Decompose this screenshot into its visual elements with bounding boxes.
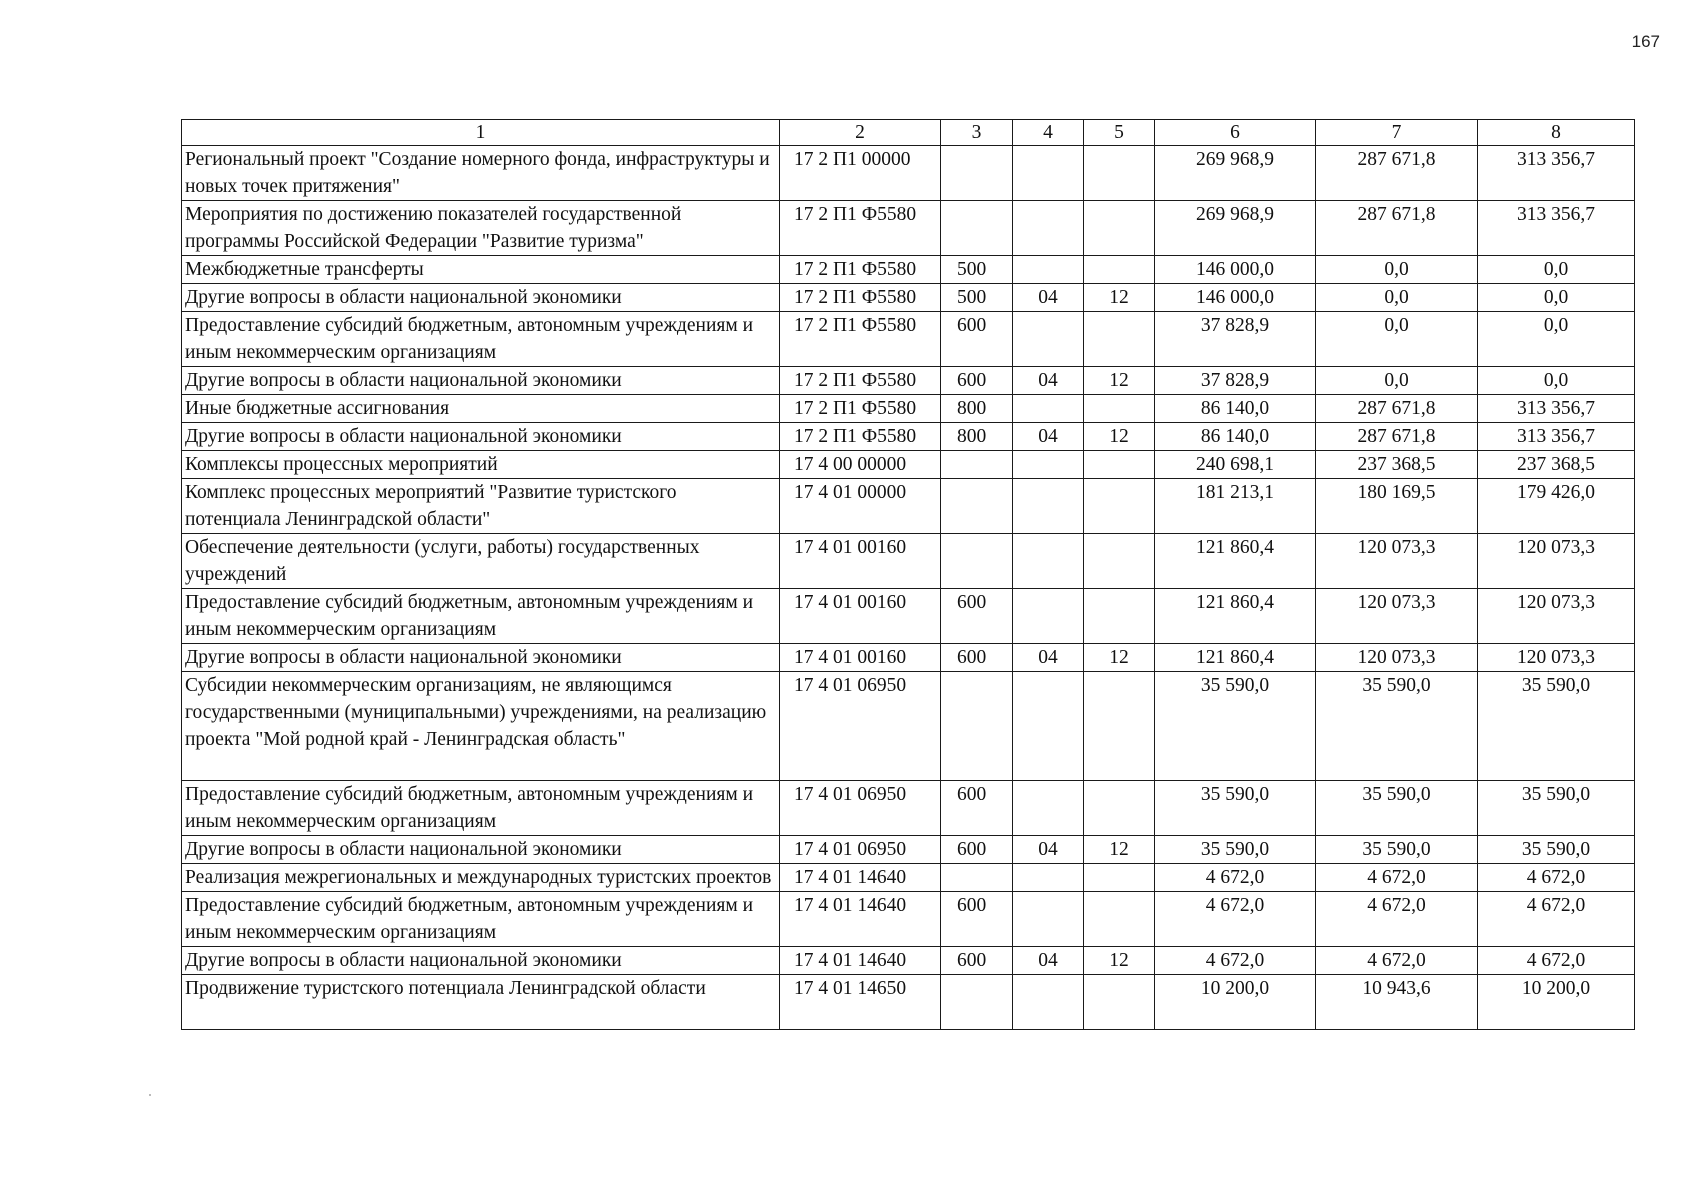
target-article-cell: 17 4 01 00160 <box>780 589 941 644</box>
amount-col8-cell: 120 073,3 <box>1478 589 1635 644</box>
scan-speck <box>149 1094 151 1096</box>
amount-col6-cell: 181 213,1 <box>1155 479 1316 534</box>
subsection-cell <box>1084 975 1155 1030</box>
subsection-cell <box>1084 256 1155 284</box>
target-article-cell: 17 2 П1 Ф5580 <box>780 201 941 256</box>
amount-col6-cell: 4 672,0 <box>1155 947 1316 975</box>
row-name-cell: Другие вопросы в области национальной экономики <box>182 423 780 451</box>
target-article-cell: 17 2 П1 Ф5580 <box>780 256 941 284</box>
table-row <box>182 423 1635 451</box>
column-header-1: 1 <box>182 120 780 146</box>
row-name-cell: Другие вопросы в области национальной экономики <box>182 284 780 312</box>
amount-col6-cell: 86 140,0 <box>1155 423 1316 451</box>
page-number: 167 <box>1631 32 1660 51</box>
expense-type-cell <box>941 479 1013 534</box>
target-article-cell: 17 4 00 00000 <box>780 451 941 479</box>
amount-col7-cell: 237 368,5 <box>1316 451 1478 479</box>
subsection-cell <box>1084 534 1155 589</box>
target-article-cell: 17 2 П1 Ф5580 <box>780 367 941 395</box>
subsection-cell <box>1084 395 1155 423</box>
target-article-cell: 17 4 01 14650 <box>780 975 941 1030</box>
target-article-cell: 17 2 П1 Ф5580 <box>780 284 941 312</box>
target-article-cell: 17 4 01 14640 <box>780 892 941 947</box>
amount-col6-cell: 146 000,0 <box>1155 256 1316 284</box>
column-header-7: 7 <box>1316 120 1478 146</box>
target-article-cell: 17 4 01 14640 <box>780 864 941 892</box>
amount-col7-cell: 0,0 <box>1316 367 1478 395</box>
row-name-cell: Другие вопросы в области национальной экономики <box>182 367 780 395</box>
table-row <box>182 256 1635 284</box>
amount-col6-cell: 35 590,0 <box>1155 781 1316 836</box>
expense-type-cell: 600 <box>941 644 1013 672</box>
row-name-cell: Продвижение туристского потенциала Ленинградской области <box>182 975 780 1030</box>
amount-col8-cell: 35 590,0 <box>1478 781 1635 836</box>
row-name-cell: Другие вопросы в области национальной экономики <box>182 947 780 975</box>
amount-col8-cell: 237 368,5 <box>1478 451 1635 479</box>
amount-col8-cell: 35 590,0 <box>1478 836 1635 864</box>
column-header-4: 4 <box>1013 120 1084 146</box>
amount-col7-cell: 4 672,0 <box>1316 864 1478 892</box>
amount-col6-cell: 121 860,4 <box>1155 534 1316 589</box>
table-row <box>182 644 1635 672</box>
row-name-cell: Предоставление субсидий бюджетным, автономным учреждениям и иным некоммерческим организациям <box>182 781 780 836</box>
amount-col7-cell: 180 169,5 <box>1316 479 1478 534</box>
amount-col7-cell: 0,0 <box>1316 284 1478 312</box>
expense-type-cell <box>941 451 1013 479</box>
expense-type-cell: 600 <box>941 947 1013 975</box>
section-cell: 04 <box>1013 836 1084 864</box>
table-body <box>182 146 1635 1030</box>
target-article-cell: 17 4 01 00160 <box>780 644 941 672</box>
target-article-cell: 17 2 П1 Ф5580 <box>780 312 941 367</box>
expense-type-cell <box>941 201 1013 256</box>
table-row <box>182 781 1635 836</box>
budget-table <box>181 119 1635 1030</box>
expense-type-cell <box>941 146 1013 201</box>
table-row <box>182 892 1635 947</box>
amount-col7-cell: 35 590,0 <box>1316 672 1478 781</box>
amount-col7-cell: 287 671,8 <box>1316 395 1478 423</box>
amount-col7-cell: 10 943,6 <box>1316 975 1478 1030</box>
amount-col6-cell: 86 140,0 <box>1155 395 1316 423</box>
expense-type-cell: 600 <box>941 892 1013 947</box>
subsection-cell <box>1084 312 1155 367</box>
subsection-cell <box>1084 672 1155 781</box>
section-cell: 04 <box>1013 947 1084 975</box>
expense-type-cell: 600 <box>941 781 1013 836</box>
amount-col8-cell: 4 672,0 <box>1478 892 1635 947</box>
amount-col6-cell: 146 000,0 <box>1155 284 1316 312</box>
table-row <box>182 146 1635 201</box>
table-row <box>182 201 1635 256</box>
expense-type-cell <box>941 534 1013 589</box>
table-row <box>182 312 1635 367</box>
section-cell <box>1013 672 1084 781</box>
expense-type-cell <box>941 864 1013 892</box>
table-row <box>182 864 1635 892</box>
row-name-cell: Другие вопросы в области национальной экономики <box>182 836 780 864</box>
row-name-cell: Иные бюджетные ассигнования <box>182 395 780 423</box>
subsection-cell: 12 <box>1084 836 1155 864</box>
amount-col7-cell: 0,0 <box>1316 256 1478 284</box>
table-row <box>182 451 1635 479</box>
row-name-cell: Комплекс процессных мероприятий "Развитие туристского потенциала Ленинградской области" <box>182 479 780 534</box>
amount-col8-cell: 179 426,0 <box>1478 479 1635 534</box>
amount-col8-cell: 10 200,0 <box>1478 975 1635 1030</box>
expense-type-cell <box>941 672 1013 781</box>
expense-type-cell: 600 <box>941 836 1013 864</box>
subsection-cell: 12 <box>1084 947 1155 975</box>
subsection-cell: 12 <box>1084 644 1155 672</box>
target-article-cell: 17 2 П1 00000 <box>780 146 941 201</box>
table-row <box>182 836 1635 864</box>
target-article-cell: 17 4 01 06950 <box>780 672 941 781</box>
header-row <box>182 120 1635 146</box>
column-header-3: 3 <box>941 120 1013 146</box>
row-name-cell: Региональный проект "Создание номерного фонда, инфраструктуры и новых точек притяжения" <box>182 146 780 201</box>
section-cell <box>1013 534 1084 589</box>
target-article-cell: 17 2 П1 Ф5580 <box>780 395 941 423</box>
amount-col8-cell: 313 356,7 <box>1478 201 1635 256</box>
table-row <box>182 534 1635 589</box>
row-name-cell: Реализация межрегиональных и международных туристских проектов <box>182 864 780 892</box>
amount-col7-cell: 287 671,8 <box>1316 423 1478 451</box>
subsection-cell <box>1084 146 1155 201</box>
amount-col8-cell: 0,0 <box>1478 367 1635 395</box>
amount-col7-cell: 0,0 <box>1316 312 1478 367</box>
table-row <box>182 947 1635 975</box>
row-name-cell: Предоставление субсидий бюджетным, автономным учреждениям и иным некоммерческим организациям <box>182 589 780 644</box>
section-cell <box>1013 395 1084 423</box>
amount-col8-cell: 313 356,7 <box>1478 146 1635 201</box>
table-row <box>182 672 1635 781</box>
subsection-cell <box>1084 864 1155 892</box>
row-name-cell: Предоставление субсидий бюджетным, автономным учреждениям и иным некоммерческим организациям <box>182 892 780 947</box>
amount-col7-cell: 4 672,0 <box>1316 892 1478 947</box>
section-cell <box>1013 146 1084 201</box>
target-article-cell: 17 2 П1 Ф5580 <box>780 423 941 451</box>
section-cell <box>1013 975 1084 1030</box>
amount-col7-cell: 120 073,3 <box>1316 644 1478 672</box>
amount-col8-cell: 4 672,0 <box>1478 864 1635 892</box>
expense-type-cell: 600 <box>941 367 1013 395</box>
column-header-5: 5 <box>1084 120 1155 146</box>
amount-col8-cell: 4 672,0 <box>1478 947 1635 975</box>
amount-col6-cell: 4 672,0 <box>1155 864 1316 892</box>
amount-col7-cell: 120 073,3 <box>1316 534 1478 589</box>
row-name-cell: Предоставление субсидий бюджетным, автономным учреждениям и иным некоммерческим организациям <box>182 312 780 367</box>
amount-col7-cell: 35 590,0 <box>1316 836 1478 864</box>
subsection-cell: 12 <box>1084 367 1155 395</box>
target-article-cell: 17 4 01 14640 <box>780 947 941 975</box>
expense-type-cell: 800 <box>941 395 1013 423</box>
amount-col6-cell: 35 590,0 <box>1155 836 1316 864</box>
section-cell: 04 <box>1013 367 1084 395</box>
section-cell: 04 <box>1013 644 1084 672</box>
section-cell <box>1013 892 1084 947</box>
column-header-8: 8 <box>1478 120 1635 146</box>
amount-col8-cell: 35 590,0 <box>1478 672 1635 781</box>
row-name-cell: Межбюджетные трансферты <box>182 256 780 284</box>
amount-col8-cell: 313 356,7 <box>1478 423 1635 451</box>
subsection-cell: 12 <box>1084 423 1155 451</box>
amount-col6-cell: 269 968,9 <box>1155 146 1316 201</box>
expense-type-cell: 500 <box>941 284 1013 312</box>
target-article-cell: 17 4 01 00000 <box>780 479 941 534</box>
table-row <box>182 367 1635 395</box>
table-row <box>182 284 1635 312</box>
table-row <box>182 589 1635 644</box>
expense-type-cell: 800 <box>941 423 1013 451</box>
table-row <box>182 975 1635 1030</box>
amount-col6-cell: 121 860,4 <box>1155 644 1316 672</box>
amount-col8-cell: 0,0 <box>1478 312 1635 367</box>
section-cell: 04 <box>1013 284 1084 312</box>
subsection-cell <box>1084 451 1155 479</box>
row-name-cell: Комплексы процессных мероприятий <box>182 451 780 479</box>
section-cell <box>1013 201 1084 256</box>
amount-col6-cell: 240 698,1 <box>1155 451 1316 479</box>
table-row <box>182 395 1635 423</box>
amount-col6-cell: 10 200,0 <box>1155 975 1316 1030</box>
amount-col8-cell: 313 356,7 <box>1478 395 1635 423</box>
row-name-cell: Обеспечение деятельности (услуги, работы) государственных учреждений <box>182 534 780 589</box>
amount-col6-cell: 35 590,0 <box>1155 672 1316 781</box>
amount-col6-cell: 4 672,0 <box>1155 892 1316 947</box>
section-cell <box>1013 451 1084 479</box>
subsection-cell <box>1084 781 1155 836</box>
amount-col6-cell: 37 828,9 <box>1155 367 1316 395</box>
amount-col8-cell: 0,0 <box>1478 256 1635 284</box>
section-cell <box>1013 479 1084 534</box>
column-header-6: 6 <box>1155 120 1316 146</box>
row-name-cell: Мероприятия по достижению показателей государственной программы Российской Федерации "Развитие туризма" <box>182 201 780 256</box>
subsection-cell <box>1084 201 1155 256</box>
expense-type-cell: 500 <box>941 256 1013 284</box>
amount-col8-cell: 0,0 <box>1478 284 1635 312</box>
amount-col6-cell: 121 860,4 <box>1155 589 1316 644</box>
section-cell: 04 <box>1013 423 1084 451</box>
row-name-cell: Другие вопросы в области национальной экономики <box>182 644 780 672</box>
target-article-cell: 17 4 01 06950 <box>780 781 941 836</box>
section-cell <box>1013 864 1084 892</box>
section-cell <box>1013 781 1084 836</box>
amount-col7-cell: 4 672,0 <box>1316 947 1478 975</box>
expense-type-cell <box>941 975 1013 1030</box>
section-cell <box>1013 312 1084 367</box>
subsection-cell <box>1084 589 1155 644</box>
amount-col8-cell: 120 073,3 <box>1478 644 1635 672</box>
amount-col7-cell: 120 073,3 <box>1316 589 1478 644</box>
target-article-cell: 17 4 01 06950 <box>780 836 941 864</box>
subsection-cell <box>1084 892 1155 947</box>
amount-col7-cell: 35 590,0 <box>1316 781 1478 836</box>
target-article-cell: 17 4 01 00160 <box>780 534 941 589</box>
subsection-cell <box>1084 479 1155 534</box>
amount-col7-cell: 287 671,8 <box>1316 146 1478 201</box>
amount-col8-cell: 120 073,3 <box>1478 534 1635 589</box>
expense-type-cell: 600 <box>941 589 1013 644</box>
section-cell <box>1013 256 1084 284</box>
expense-type-cell: 600 <box>941 312 1013 367</box>
amount-col6-cell: 269 968,9 <box>1155 201 1316 256</box>
row-name-cell: Субсидии некоммерческим организациям, не являющимся государственными (муниципальными) учреждениями, на реализацию проекта "Мой родной край - Ленинградская область" <box>182 672 780 781</box>
section-cell <box>1013 589 1084 644</box>
amount-col6-cell: 37 828,9 <box>1155 312 1316 367</box>
table-row <box>182 479 1635 534</box>
column-header-2: 2 <box>780 120 941 146</box>
amount-col7-cell: 287 671,8 <box>1316 201 1478 256</box>
subsection-cell: 12 <box>1084 284 1155 312</box>
